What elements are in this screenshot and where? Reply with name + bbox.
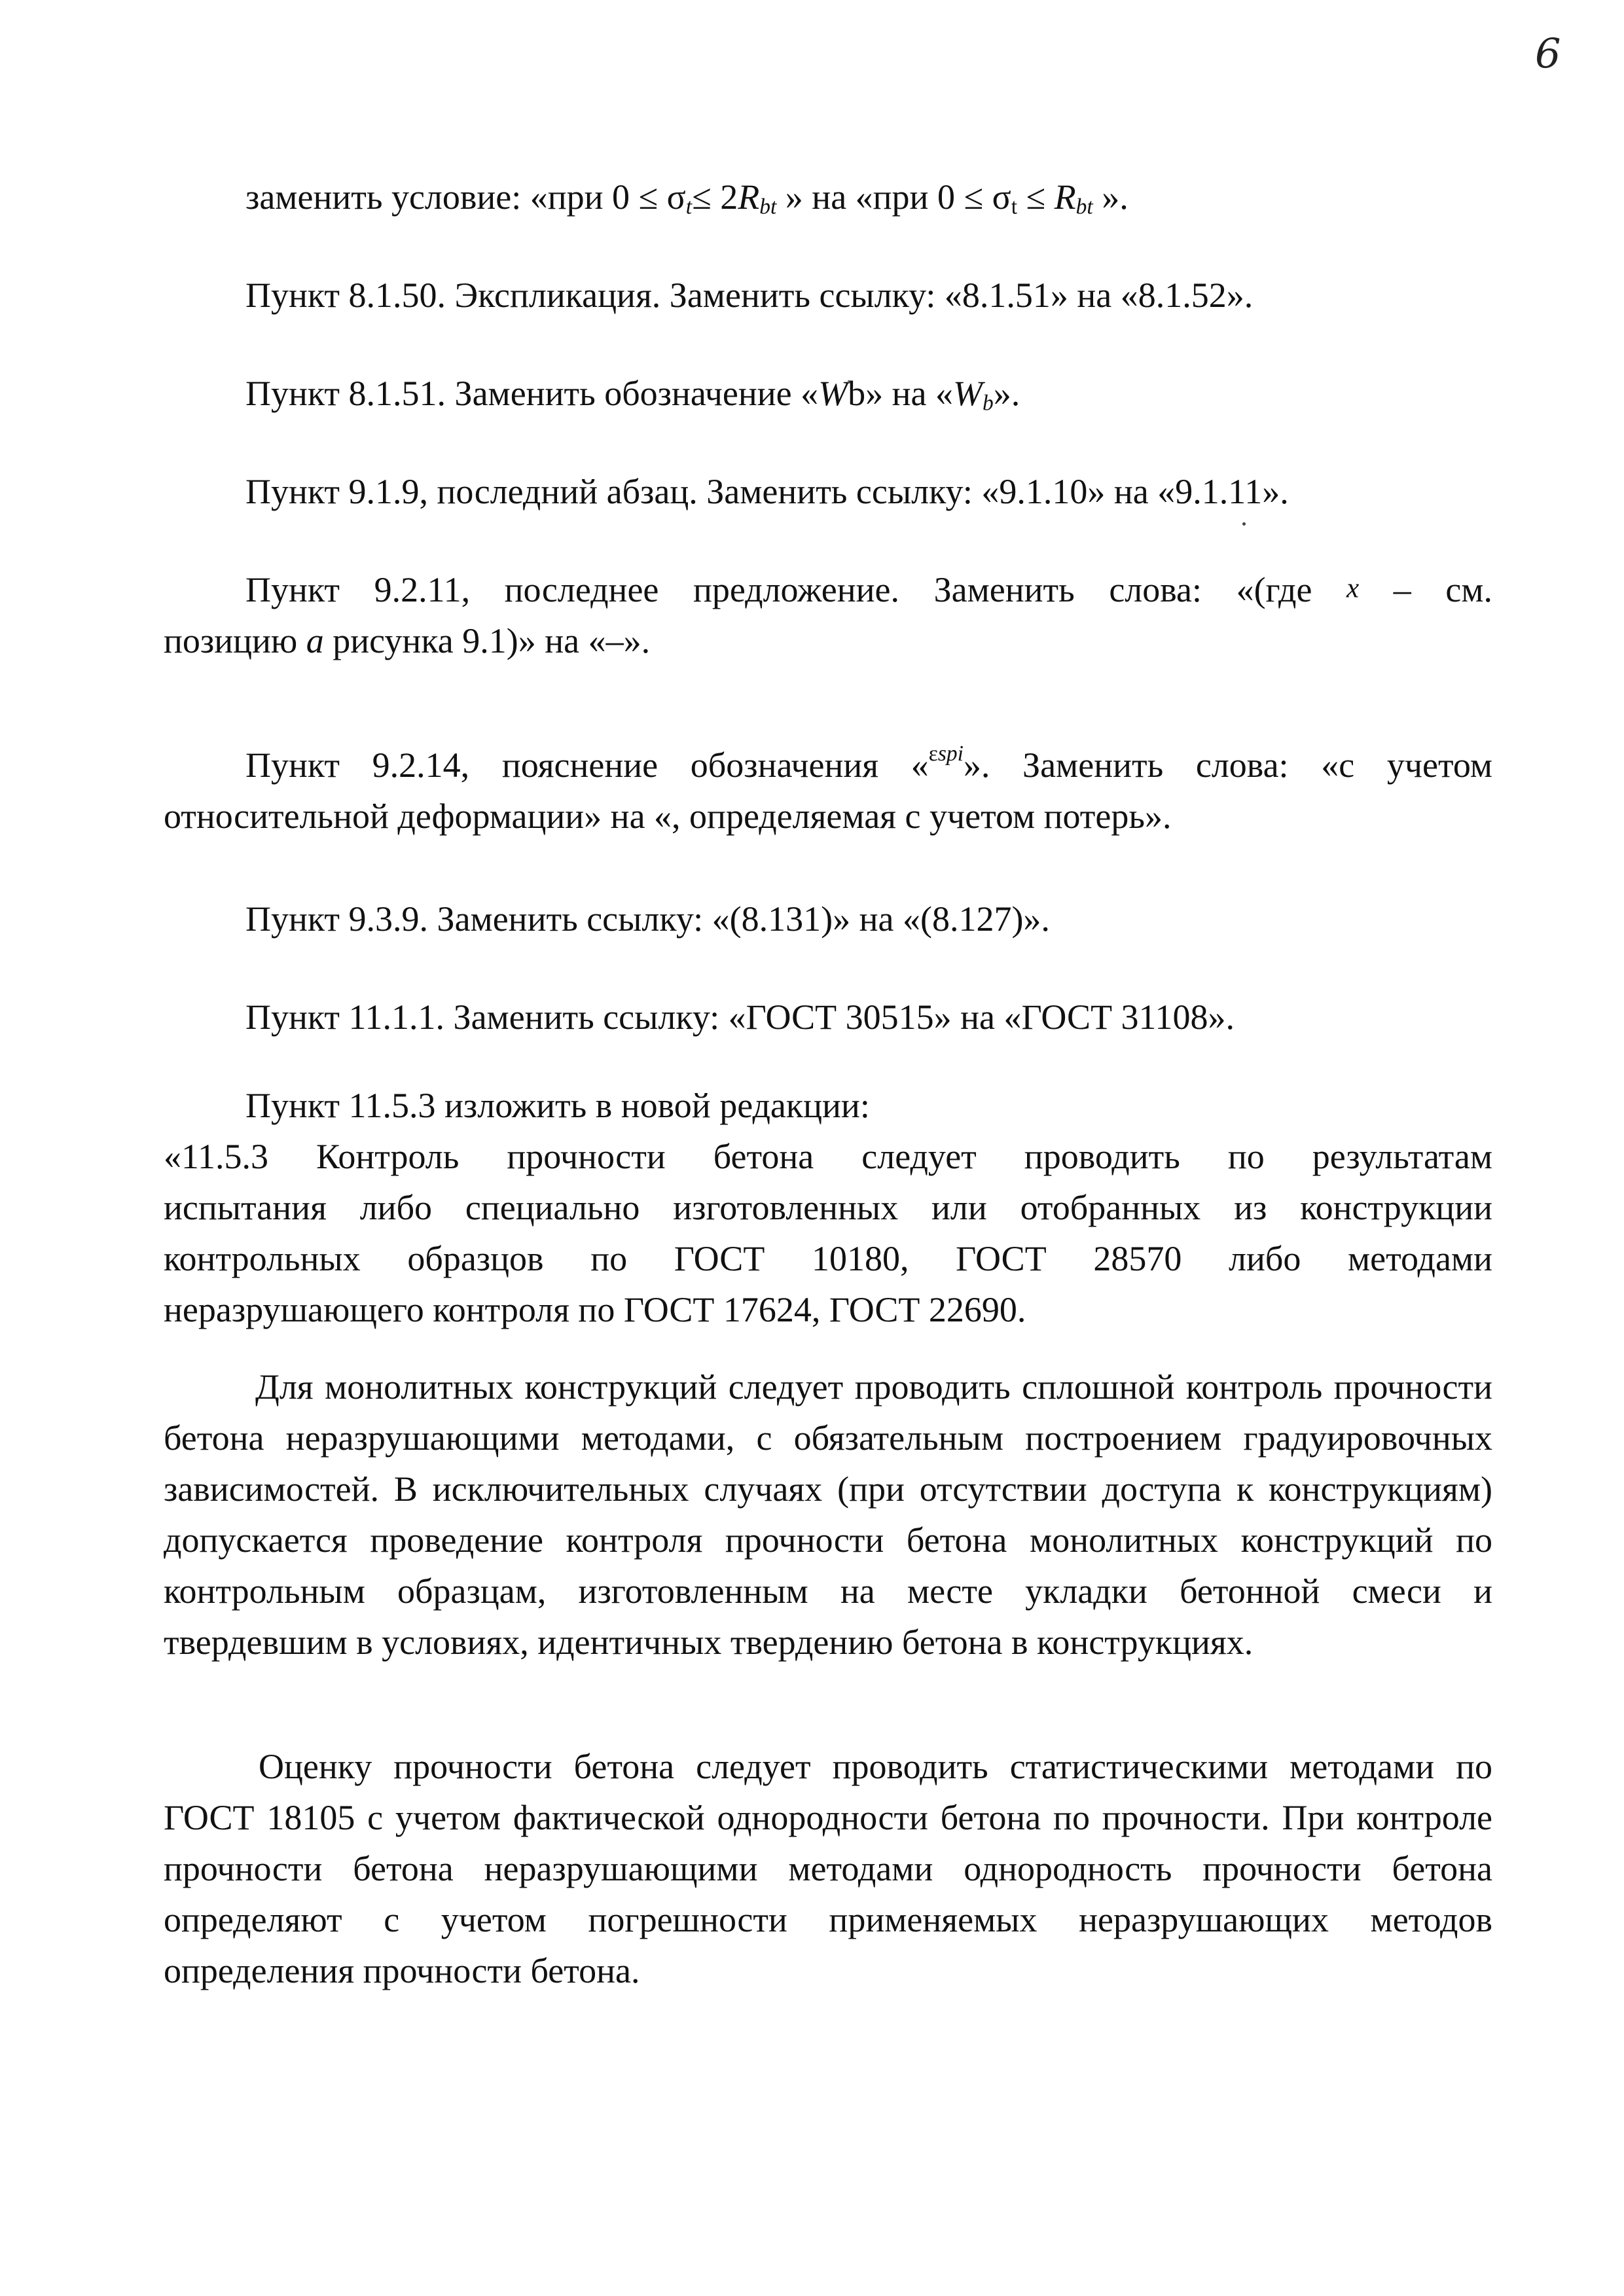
paragraph-8-1-51: Пункт 8.1.51. Заменить обозначение «Wb» на «$W_b$». — [245, 374, 1020, 416]
scan-speck — [1242, 522, 1246, 526]
paragraph-9-3-9: Пункт 9.3.9. Заменить ссылку: «(8.131)» на «(8.127)». — [245, 899, 1050, 939]
paragraph-11-1-1: Пункт 11.1.1. Заменить ссылку: «ГОСТ 30515» на «ГОСТ 31108». — [245, 997, 1235, 1037]
page-number: 6 — [1535, 29, 1561, 77]
paragraph-9-2-14: Пункт 9.2.14, пояснение обозначения «$^{\varepsilon spi}$». Заменить слова: «с учетом относительной деформации» на «, определяемая с учетом потерь». — [164, 741, 1492, 836]
paragraph-assessment: Оценку прочности бетона следует проводить статистическими методами по ГОСТ 18105 с учетом фактической однородности бетона по прочности. При контроле прочности бетона неразрушающими методами однородность прочности бетона определяют с учетом погрешности применяемых неразрушающих методов определения прочности бетона. — [164, 1747, 1492, 1990]
paragraph-condition: заменить условие: «при $0 \le \sigma_t\le 2R_{bt}$ » на «при $0 \le \sigma_t \le R_{bt}$ ». — [245, 177, 1128, 219]
paragraph-monolithic: Для монолитных конструкций следует проводить сплошной контроль прочности бетона неразрушающими методами, с обязательным построением градуировочных зависимостей. В исключительных случаях (при отсутствии доступа к конструкциям) допускается проведение контроля прочности бетона монолитных конструкций по контрольным образцам, изготовленным на месте укладки бетонной смеси и твердевшим в условиях, идентичных твердению бетона в конструкциях. — [164, 1367, 1492, 1662]
paragraph-8-1-50: Пункт 8.1.50. Экспликация. Заменить ссылку: «8.1.51» на «8.1.52». — [245, 276, 1254, 315]
paragraph-11-5-3: Пункт 11.5.3 изложить в новой редакции: «11.5.3 Контроль прочности бетона следует проводить по результатам испытания либо специально изготовленных или отобранных из конструкции контрольных образцов по ГОСТ 10180, ГОСТ 28570 либо методами неразрушающего контроля по ГОСТ 17624, ГОСТ 22690. — [164, 1086, 1492, 1329]
paragraph-9-2-11: Пункт 9.2.11, последнее предложение. Заменить слова: «(где x – см. позицию а рисунка 9.1)» на «–». — [164, 570, 1493, 660]
paragraph-9-1-9: Пункт 9.1.9, последний абзац. Заменить ссылку: «9.1.10» на «9.1.11». — [245, 472, 1289, 511]
